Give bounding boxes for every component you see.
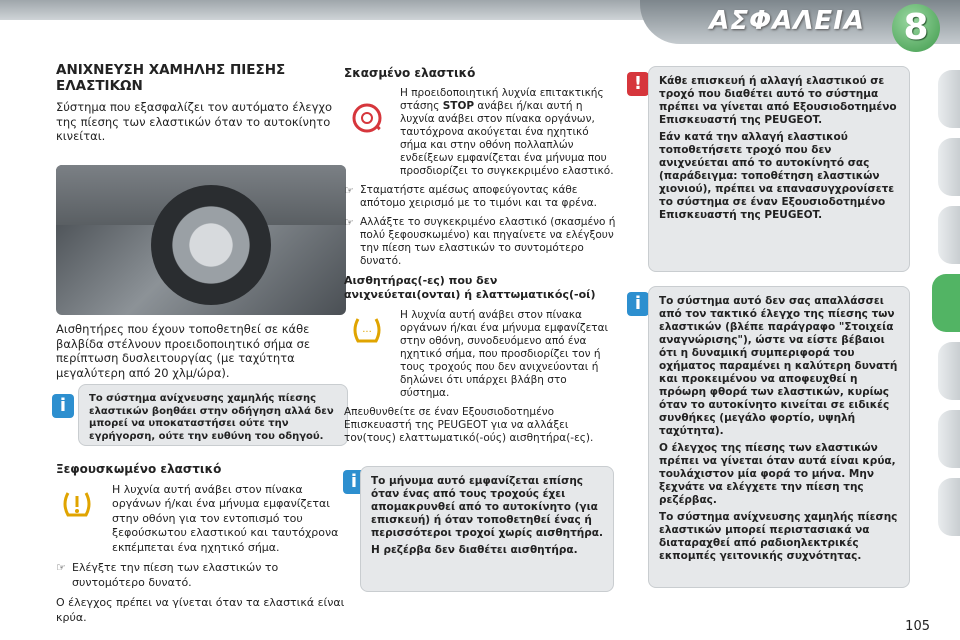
exclamation-icon: ! — [627, 72, 649, 96]
punctured-block — [344, 87, 616, 178]
info-right-text-2: Ο έλεγχος της πίεσης των ελαστικών πρέπει να γίνεται όταν αυτά είναι κρύα, τουλάχιστον μία φορά το μήνα. Μην ξεχνάτε να ελέγχετε την πίεση της ρεζέρβας. — [659, 442, 896, 506]
info-icon: i — [343, 470, 365, 494]
punctured-text-2: ανάβει ή/και αυτή η λυχνία ανάβει στον πίνακα οργάνων, ταυτόχρονα ακούγεται ένα ηχητικό σήμα και στην οθόνη πολλαπλών ενδείξεων εμφανίζεται ένα μήνυμα που προσδιορίζει το συγκεκριμένο ελαστικό. — [400, 99, 614, 177]
sensor-text: Η λυχνία αυτή ανάβει στον πίνακα οργάνων ή/και ένα μήνυμα εμφανίζεται στην οθόνη, συνοδευόμενο από ένα ηχητικό σήμα, που προσδιορίζει τον ή τους τροχούς που δεν ανιχνεύονται ή δηλώνει ότι υπάρχει βλάβη στο σύστημα. — [400, 308, 609, 399]
warning-text-2: Εάν κατά την αλλαγή ελαστικού τοποθετήσετε τροχό που δεν ανιχνεύεται από το αυτοκίνητό σας (παράδειγμα: τοποθέτηση ελαστικών χιονιού), πρέπει να επανασυγχρονίσετε το σύστημα σε έναν Εξουσιοδοτημένο Επισκευαστή της PEUGEOT. — [659, 131, 895, 221]
deflated-block — [56, 483, 346, 556]
chapter-number: 8 — [892, 4, 940, 52]
info-icon: i — [52, 394, 74, 418]
middle-column — [344, 62, 616, 451]
side-tab[interactable] — [938, 478, 960, 536]
section-heading: ΑΝΙΧΝΕΥΣΗ ΧΑΜΗΛΗΣ ΠΙΕΣΗΣ ΕΛΑΣΤΙΚΩΝ — [56, 62, 286, 94]
side-tabs — [930, 60, 960, 620]
punctured-text-1: Η προειδοποιητική λυχνία επιτακτικής στάσης — [400, 86, 604, 112]
info-icon: i — [627, 292, 649, 316]
info-right-text-3: Το σύστημα ανίχνευσης χαμηλής πίεσης ελαστικών μπορεί περιστασιακά να διαταραχθεί από ραδιοηλεκτρικές εκπομπές γειτονικής συχνότητας. — [659, 511, 898, 562]
punctured-text — [400, 87, 616, 178]
hand-pointer-icon: ☞ — [56, 561, 66, 574]
note-2-text: Αλλάξτε το συγκεκριμένο ελαστικό (σκασμένο ή πολύ ξεφουσκωμένο) και πηγαίνετε να ελέγξουν την πίεση των ελαστικών το συντομότερο δυνατό. — [360, 215, 616, 267]
tire-pressure-icon — [60, 487, 94, 521]
sensor-block — [344, 309, 616, 400]
svg-text:···: ··· — [362, 326, 372, 338]
deflated-text: Η λυχνία αυτή ανάβει στον πίνακα οργάνων ή/και ένα μήνυμα εμφανίζεται στην οθόνη για τον εντοπισμό του ξεφούσκωτου ελαστικού και ταυτόχρονα εκπέμπεται ένα ηχητικό σήμα. — [112, 482, 339, 554]
sensor-fault-icon — [350, 313, 384, 347]
stop-word: STOP — [442, 99, 475, 112]
info-box-right — [648, 286, 910, 588]
note-1 — [344, 184, 616, 210]
info-right-text-1: Το σύστημα αυτό δεν σας απαλλάσσει από τον τακτικό έλεγχο της πίεσης των ελαστικών (βλέπε παράγραφο "Στοιχεία αναγνώρισης"), ώστε να είστε βέβαιοι ότι η δυναμική συμπεριφορά του οχήματος παραμένει η καλύτερη δυνατή και προκειμένου να αποφευχθεί η πρόωρη φθορά των ελαστικών, κυρίως όταν το αυτοκίνητο κινείται σε ειδικές συνθήκες (μεγάλο φορτίο, υψηλή ταχύτητα). — [659, 295, 898, 437]
deflated-section — [56, 458, 346, 631]
side-tab[interactable] — [938, 138, 960, 196]
deflated-note — [56, 561, 346, 590]
side-tab[interactable] — [938, 206, 960, 264]
info-box-middle — [360, 466, 614, 592]
intro-text: Σύστημα που εξασφαλίζει τον αυτόματο έλεγχο της πίεσης των ελαστικών όταν το αυτοκίνητο κινείται. — [56, 100, 333, 143]
wheel-shape — [151, 185, 271, 305]
info-box-left — [78, 384, 348, 446]
wheel-photo — [56, 165, 346, 315]
note-2 — [344, 216, 616, 268]
chapter-title: ΑΣΦΑΛΕΙΑ — [709, 6, 865, 36]
warning-box — [648, 66, 910, 272]
punctured-heading: Σκασμένο ελαστικό — [344, 66, 476, 80]
sensor-heading: Αισθητήρας(-ες) που δεν ανιχνεύεται(ονται) ή ελαττωματικός(-οί) — [344, 273, 596, 301]
side-tab[interactable] — [938, 342, 960, 400]
page-header — [0, 0, 960, 48]
deflated-note-text: Ελέγξτε την πίεση των ελαστικών το συντομότερο δυνατό. — [72, 561, 279, 589]
note-1-text: Σταματήστε αμέσως αποφεύγοντας κάθε απότομο χειρισμό με το τιμόνι και τα φρένα. — [360, 183, 597, 209]
left-column — [56, 62, 346, 150]
sensor-section — [56, 322, 346, 386]
side-tab[interactable] — [938, 70, 960, 128]
hand-pointer-icon: ☞ — [344, 215, 354, 229]
side-tab-active[interactable] — [932, 274, 960, 332]
punctured-tire-icon — [350, 101, 384, 135]
sensors-text: Αισθητήρες που έχουν τοποθετηθεί σε κάθε βαλβίδα στέλνουν προειδοποιητικό σήμα σε περίπτωση δυσλειτουργίας (με ταχύτητα μεγαλύτερη από 20 χλμ/ώρα). — [56, 322, 311, 380]
page-number: 105 — [905, 619, 930, 634]
cold-check-text: Ο έλεγχος πρέπει να γίνεται όταν τα ελαστικά είναι κρύα. — [56, 596, 345, 624]
hand-pointer-icon: ☞ — [344, 183, 354, 197]
deflated-heading: Ξεφουσκωμένο ελαστικό — [56, 462, 222, 476]
side-tab[interactable] — [938, 410, 960, 468]
info-box-middle-text-1: Το μήνυμα αυτό εμφανίζεται επίσης όταν ένας από τους τροχούς έχει απομακρυνθεί από το αυτοκίνητο (για επισκευή) ή όταν τοποθετηθεί ένας ή περισσότεροι τροχοί χωρίς αισθητήρα. — [371, 475, 603, 539]
sensor-text-2: Απευθυνθείτε σε έναν Εξουσιοδοτημένο Επισκευαστή της PEUGEOT για να αλλάξει τον(τους) ελαττωματικό(-ούς) αισθητήρα(-ες). — [344, 405, 594, 444]
info-box-left-text: Το σύστημα ανίχνευσης χαμηλής πίεσης ελαστικών βοηθάει στην οδήγηση αλλά δεν μπορεί να υποκαταστήσει ούτε την εγρήγορση, ούτε την ευθύνη του οδηγού. — [89, 393, 334, 442]
warning-text-1: Κάθε επισκευή ή αλλαγή ελαστικού σε τροχό που διαθέτει αυτό το σύστημα πρέπει να γίνεται από Εξουσιοδοτημένο Επισκευαστή της PEUGEOT. — [659, 75, 897, 126]
info-box-middle-text-2: Η ρεζέρβα δεν διαθέτει αισθητήρα. — [371, 544, 578, 556]
